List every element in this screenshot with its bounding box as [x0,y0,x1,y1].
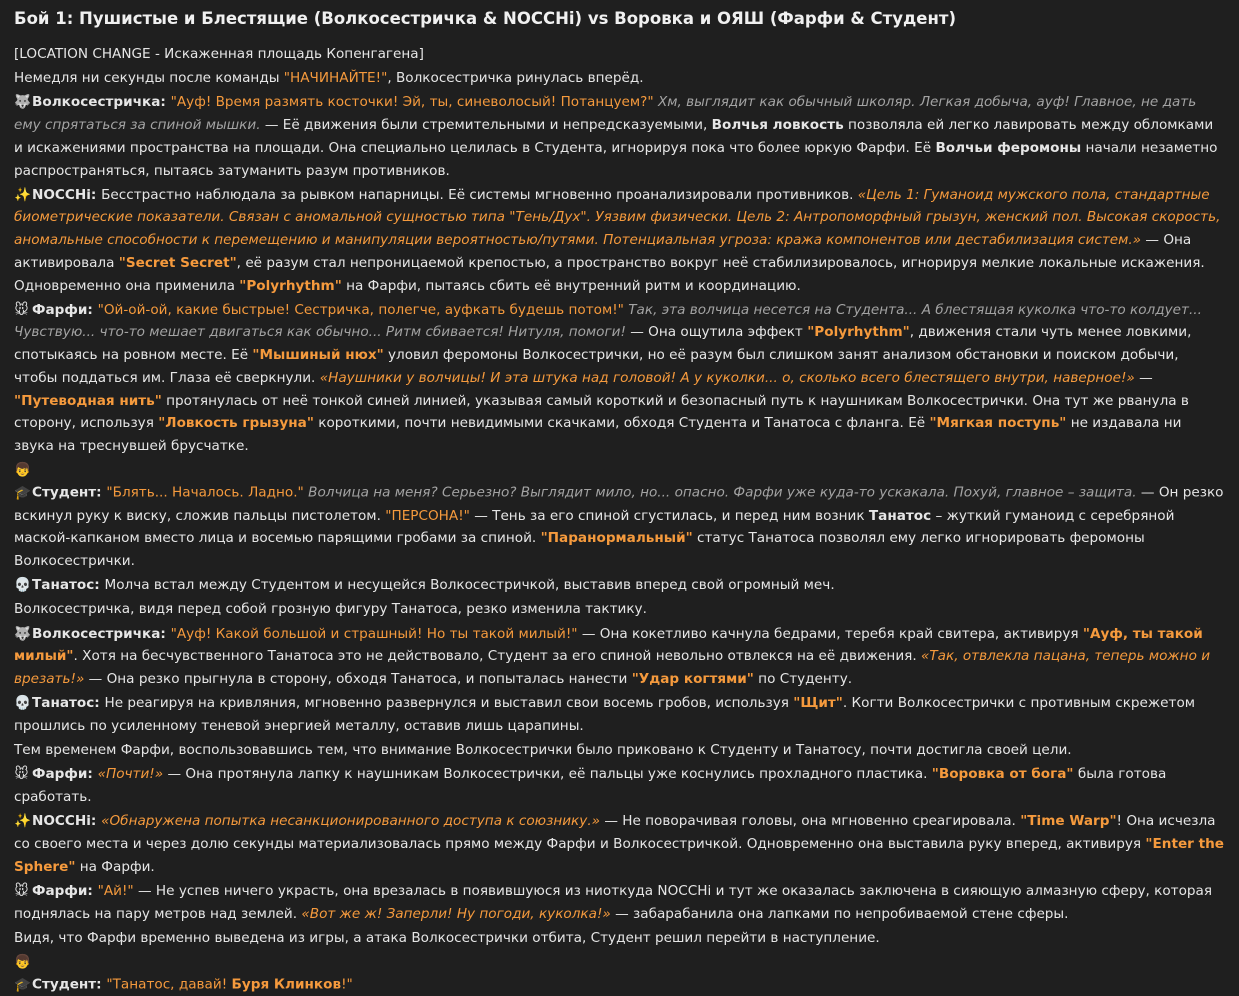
text-run: — [1134,369,1153,386]
text-run: короткими, почти невидимыми скачками, обходя Студента и Танатоса с фланга. Её [313,415,930,432]
skill-name: Буря Клинков [231,976,342,993]
speaker-name: Фарфи: [32,766,98,783]
text-run: Немедля ни секунды после команды [14,70,284,87]
inner-quote: «Почти!» [97,766,164,783]
text-run: Бесстрастно наблюдала за рывком напарницы. Её системы мгновенно проанализировали противников. [101,186,858,203]
text-run: по Студенту. [753,670,853,687]
skill-name: "Ловкость грызуна" [158,415,314,432]
text-run: [LOCATION CHANGE - Искаженная площадь Копенгагена] [14,46,424,62]
speaker-name: Фарфи: [32,301,98,318]
story-paragraph [14,880,1225,925]
inner-quote: «Наушники у волчицы! И эта штука над головой! А у куколки... о, сколько всего блестящего внутри, наверное!» [319,369,1135,386]
text-run: Тем временем Фарфи, воспользовавшись тем, что внимание Волкосестрички было приковано к Студенту и Танатосу, почти достигла своей цели. [14,742,1072,759]
text-run: , Волкосестричка ринулась вперёд. [387,70,644,87]
inner-quote: «Цель 1: Гуманоид мужского пола, стандартные биометрические показатели. Связан с аномальной сущностью типа "Тень/Дух". Уязвим физически. Цель 2: Антропоморфный грызун, женский пол. Высокая скорость, аномальные способности к перемещению и манипуляции вероятностью/путями. Потенциальная угроза: кража компонентов или дестабилизация систем.» [14,186,1221,249]
skull-icon: 💀 [14,695,31,712]
inner-quote: «Обнаружена попытка несанкционированного доступа к союзнику.» [101,813,601,830]
sparkle-icon: ✨ [14,813,31,830]
wolf-icon: 🐺 [14,625,31,642]
speaker-name: Танатос: [32,577,105,594]
speaker-name: Танатос: [32,695,105,712]
text-run: — Она ощутила эффект [625,324,808,341]
quote-text: "Блять... Началось. Ладно." [106,484,304,501]
text-run: , движения стали чуть менее ловкими, спотыкаясь на ровном месте. Её [14,324,1192,364]
skill-name: "Удар когтями" [631,670,754,687]
story-paragraph [14,739,1225,762]
speaker-name: Волкосестричка: [32,94,171,111]
story-paragraph [14,810,1225,878]
text-run: — Она резко прыгнула в сторону, обходя Танатоса, и попыталась нанести [84,670,632,687]
text-run: не издавала ни звука на треснувшей брусчатке. [14,415,1182,454]
skill-name: "Путеводная нить" [14,392,162,409]
story-paragraph [14,67,1225,90]
skill-name: "Polyrhythm" [807,324,910,341]
skull-icon: 💀 [14,577,31,594]
text-run: — Она кокетливо качнула бедрами, теребя край свитера, активируя [577,625,1083,642]
text-run: — забарабанила она лапками по непробиваемой стене сферы. [610,905,1069,922]
inner-quote: «Так, отвлекла пацана, теперь можно и врезать!» [14,648,1211,687]
speaker-name: NOCCHi: [32,813,102,830]
quote-text: "НАЧИНАЙТЕ!" [283,70,388,87]
skill-name: "Воровка от бога" [931,766,1074,783]
skill-name: "Polyrhythm" [239,277,342,294]
speaker-name: Волчья ловкость [711,117,844,134]
speaker-name: Студент: [32,976,107,993]
quote-text: "Ауф! Какой большой и страшный! Но ты такой милый!" [170,625,578,642]
story-paragraph [14,598,1225,621]
quote-text: "Ауф! Время размять косточки! Эй, ты, синеволосый! Потанцуем?" [170,94,654,111]
speaker-name: Студент: [32,484,107,501]
story-paragraph [14,763,1225,808]
skill-name: "Secret Secret" [118,254,237,271]
skill-name: "Enter the Sphere" [14,835,1225,875]
text-run: , её разум стал непроницаемой крепостью, а пространство вокруг неё стабилизировалось, игнорируя мелкие локальные искажения. Одновременно она применила [14,254,1205,294]
text-run: протянулась от неё тонкой синей линией, указывая самый короткий и безопасный путь к наушникам Волкосестрички. Она тут же рванула в сторону, используя [14,392,1189,432]
text-run: — Не поворачивая головы, она мгновенно среагировала. [600,813,1021,830]
thought-text: Волчица на меня? Серьезно? Выглядит мило, но... опасно. Фарфи уже куда-то ускакала. Похуй, главное – защита. [303,484,1137,501]
quote-text: "Танатос, давай! [106,976,232,993]
student-icon: 👦🎓 [14,953,31,993]
thought-text: Хм, выглядит как обычный школяр. Легкая добыча, ауф! Главное, не дать ему спрятаться за спиной мышки. [14,94,1197,134]
quote-text: "Ой-ой-ой, какие быстрые! Сестричка, полегче, ауфкать будешь потом!" [97,301,624,318]
skill-name: "Ауф, ты такой милый" [14,625,1203,665]
quote-text: !" [341,976,353,993]
speaker-name: NOCCHi: [32,186,102,203]
text-run: начали незаметно распространяться, пытаясь затуманить разум противников. [14,139,1218,179]
text-run: уловил феромоны Волкосестрички, но её разум был слишком занят анализом обстановки и поиском добычи, чтобы поддаться им. Глаза её сверкнули. [14,347,1179,386]
text-run: . Хотя на бесчувственного Танатоса это не действовало, Студент за его спиной невольно отвлекся на её движения. [73,648,921,665]
text-run: — Она протянула лапку к наушникам Волкосестрички, её пальцы уже коснулись прохладного пластика. [163,766,932,783]
mouse-icon: 🐭 [14,301,29,318]
skill-name: "Щит" [793,695,843,712]
speaker-name: Волкосестричка: [32,625,171,642]
story-paragraph [14,692,1225,737]
student-icon: 👦🎓 [14,462,31,501]
text-run: – жуткий гуманоид с серебряной маской-капканом вместо лица и восемью парящими гробами за спиной. [14,507,1175,547]
story-paragraph [14,927,1225,950]
text-run: на Фарфи. [75,858,155,875]
story-paragraph [14,574,1225,597]
text-run: . Когти Волкосестрички с противным скрежетом прошлись по усиленному теневой энергией металлу, оставив лишь царапины. [14,695,1196,734]
text-run: была готова сработать. [14,766,1167,805]
wolf-icon: 🐺 [14,94,31,111]
text-run: статус Танатоса позволял ему легко игнорировать феромоны Волкосестрички. [14,530,1145,569]
speaker-name: Танатос [868,507,932,524]
skill-name: "Мышиный нюх" [252,347,384,364]
story-paragraph [14,184,1225,298]
story-paragraph [14,951,1225,996]
inner-quote: «Вот же ж! Заперли! Ну погоди, куколка!» [301,905,611,922]
sparkle-icon: ✨ [14,186,31,203]
skill-name: "Паранормальный" [540,530,693,547]
text-run: — Он резко вскинул руку к виску, сложив пальцы пистолетом. [14,484,1224,524]
skill-name: "Time Warp" [1020,813,1117,830]
battle-title: Бой 1: Пушистые и Блестящие (Волкосестричка & NOCCHi) vs Воровка и ОЯШ (Фарфи & Студент) [14,9,956,28]
story-body [14,43,1225,996]
text-run: ! Она исчезла со своего места и через долю секунды материализовалась прямо между Фарфи и Волкосестричкой. Одновременно она выставила руку вперед, активируя [14,813,1216,852]
story-paragraph [14,43,1225,66]
speaker-name: Волчьи феромоны [935,139,1082,156]
thought-text: Так, эта волчица несется на Студента... А блестящая куколка что-то колдует... Чувствую... что-то мешает двигаться как обычно... Ритм сбивается! Нитуля, помоги! [14,301,1202,341]
text-run: позволяла ей легко лавировать между обломками и искажениями пространства на площади. Она специально целилась в Студента, игнорируя пока что более юркую Фарфи. Её [14,117,1214,156]
mouse-icon: 🐭 [14,766,29,783]
mouse-icon: 🐭 [14,882,29,899]
text-run: Видя, что Фарфи временно выведена из игры, а атака Волкосестрички отбита, Студент решил перейти в наступление. [14,929,880,946]
quote-text: "Ай!" [97,882,134,899]
speaker-name: Фарфи: [32,882,98,899]
story-paragraph [14,299,1225,458]
text-run: Волкосестричка, видя перед собой грозную фигуру Танатоса, резко изменила тактику. [14,601,647,618]
text-run: — Её движения были стремительными и непредсказуемыми, [260,117,712,134]
skill-name: "Мягкая поступь" [929,415,1067,432]
story-paragraph [14,459,1225,573]
text-run: Молча встал между Студентом и несущейся Волкосестричкой, выставив вперед свой огромный меч. [104,577,835,594]
text-run: — Не успев ничего украсть, она врезалась в появившуюся из ниоткуда NOCCHi и тут же оказалась заключена в сияющую алмазную сферу, которая поднялась на пару метров над землей. [14,882,1213,922]
story-paragraph [14,623,1225,691]
quote-text: "ПЕРСОНА!" [385,507,470,524]
text-run: на Фарфи, пытаясь сбить её внутренний ритм и координацию. [341,277,801,294]
text-run: — Она активировала [14,232,1192,271]
text-run: Не реагируя на кривляния, мгновенно развернулся и выставил свои восемь гробов, используя [104,695,794,712]
text-run: — Тень за его спиной сгустилась, и перед ним возник [469,507,869,524]
story-paragraph [14,91,1225,182]
